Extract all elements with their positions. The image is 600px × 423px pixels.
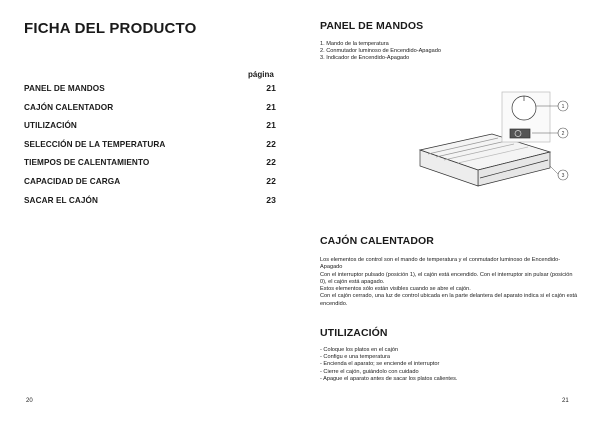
warming-drawer-diagram — [418, 88, 578, 208]
product-sheet-title: FICHA DEL PRODUCTO — [24, 20, 197, 37]
toc-entry[interactable] — [24, 157, 276, 176]
toc-entry[interactable] — [24, 176, 276, 195]
toc-page: 22 — [266, 138, 276, 149]
paragraph: Con el interruptor pulsado (posición 1), el cajón está encendido. Con el interruptor sin pulsar (posición 0), el cajón está apagado. — [320, 271, 573, 285]
page-number-right: 21 — [562, 398, 569, 404]
toc-page: 21 — [266, 83, 276, 93]
toc-label: UTILIZACIÓN — [24, 121, 77, 131]
warming-drawer-text — [320, 257, 578, 308]
page-column-header: página — [248, 70, 274, 79]
callout-3-label: 3 — [561, 172, 565, 179]
callout-1-label: 1 — [561, 103, 565, 110]
toc-page: 23 — [266, 194, 276, 205]
callout-2-label: 2 — [561, 130, 565, 137]
page-number-left: 20 — [26, 398, 33, 404]
callout-markers — [558, 101, 568, 180]
warming-drawer-heading: CAJÓN CALENTADOR — [320, 235, 434, 247]
list-item: 2. Conmutador luminoso de Encendido-Apagado — [320, 48, 441, 55]
toc-entry[interactable] — [24, 139, 276, 158]
table-of-contents — [24, 83, 276, 213]
control-panel-list — [320, 41, 441, 63]
toc-entry[interactable] — [24, 120, 276, 139]
list-item: - Apague el aparato antes de sacar los platos calientes. — [320, 375, 458, 382]
toc-label: TIEMPOS DE CALENTAMIENTO — [24, 158, 150, 168]
list-item: - Cierre el cajón, guiándolo con cuidado — [320, 368, 419, 375]
list-item: - Encienda el aparato; se enciende el interruptor — [320, 361, 440, 368]
toc-label: SACAR EL CAJÓN — [24, 195, 99, 205]
toc-page: 22 — [266, 175, 276, 186]
paragraph: Con el cajón cerrado, una luz de control ubicada en la parte delantera del aparato indica si el cajón está encendido. — [320, 293, 578, 307]
usage-heading: UTILIZACIÓN — [320, 327, 388, 339]
list-item: 3. Indicador de Encendido-Apagado — [320, 55, 410, 62]
toc-label: PANEL DE MANDOS — [24, 84, 105, 93]
toc-label: CAJÓN CALENTADOR — [24, 102, 114, 112]
paragraph: Estos elementos sólo están visibles cuando se abre el cajón. — [320, 286, 471, 293]
list-item: - Configu e una temperatura — [320, 354, 390, 361]
toc-entry[interactable] — [24, 102, 276, 121]
toc-entry[interactable] — [24, 83, 276, 102]
paragraph: Los elementos de control son el mando de temperatura y el conmutador luminoso de Encendido-Apagado — [320, 257, 561, 271]
toc-page: 21 — [266, 120, 276, 131]
toc-entry[interactable] — [24, 195, 276, 214]
toc-label: CAPACIDAD DE CARGA — [24, 176, 121, 186]
toc-page: 21 — [266, 101, 276, 112]
list-item: - Coloque los platos en el cajón — [320, 347, 399, 353]
toc-page: 22 — [266, 157, 276, 168]
toc-label: SELECCIÓN DE LA TEMPERATURA — [24, 139, 166, 149]
usage-steps — [320, 347, 457, 383]
control-panel-inset — [502, 92, 550, 142]
list-item: 1. Mando de la temperatura — [320, 41, 389, 47]
control-panel-heading: PANEL DE MANDOS — [320, 20, 424, 32]
